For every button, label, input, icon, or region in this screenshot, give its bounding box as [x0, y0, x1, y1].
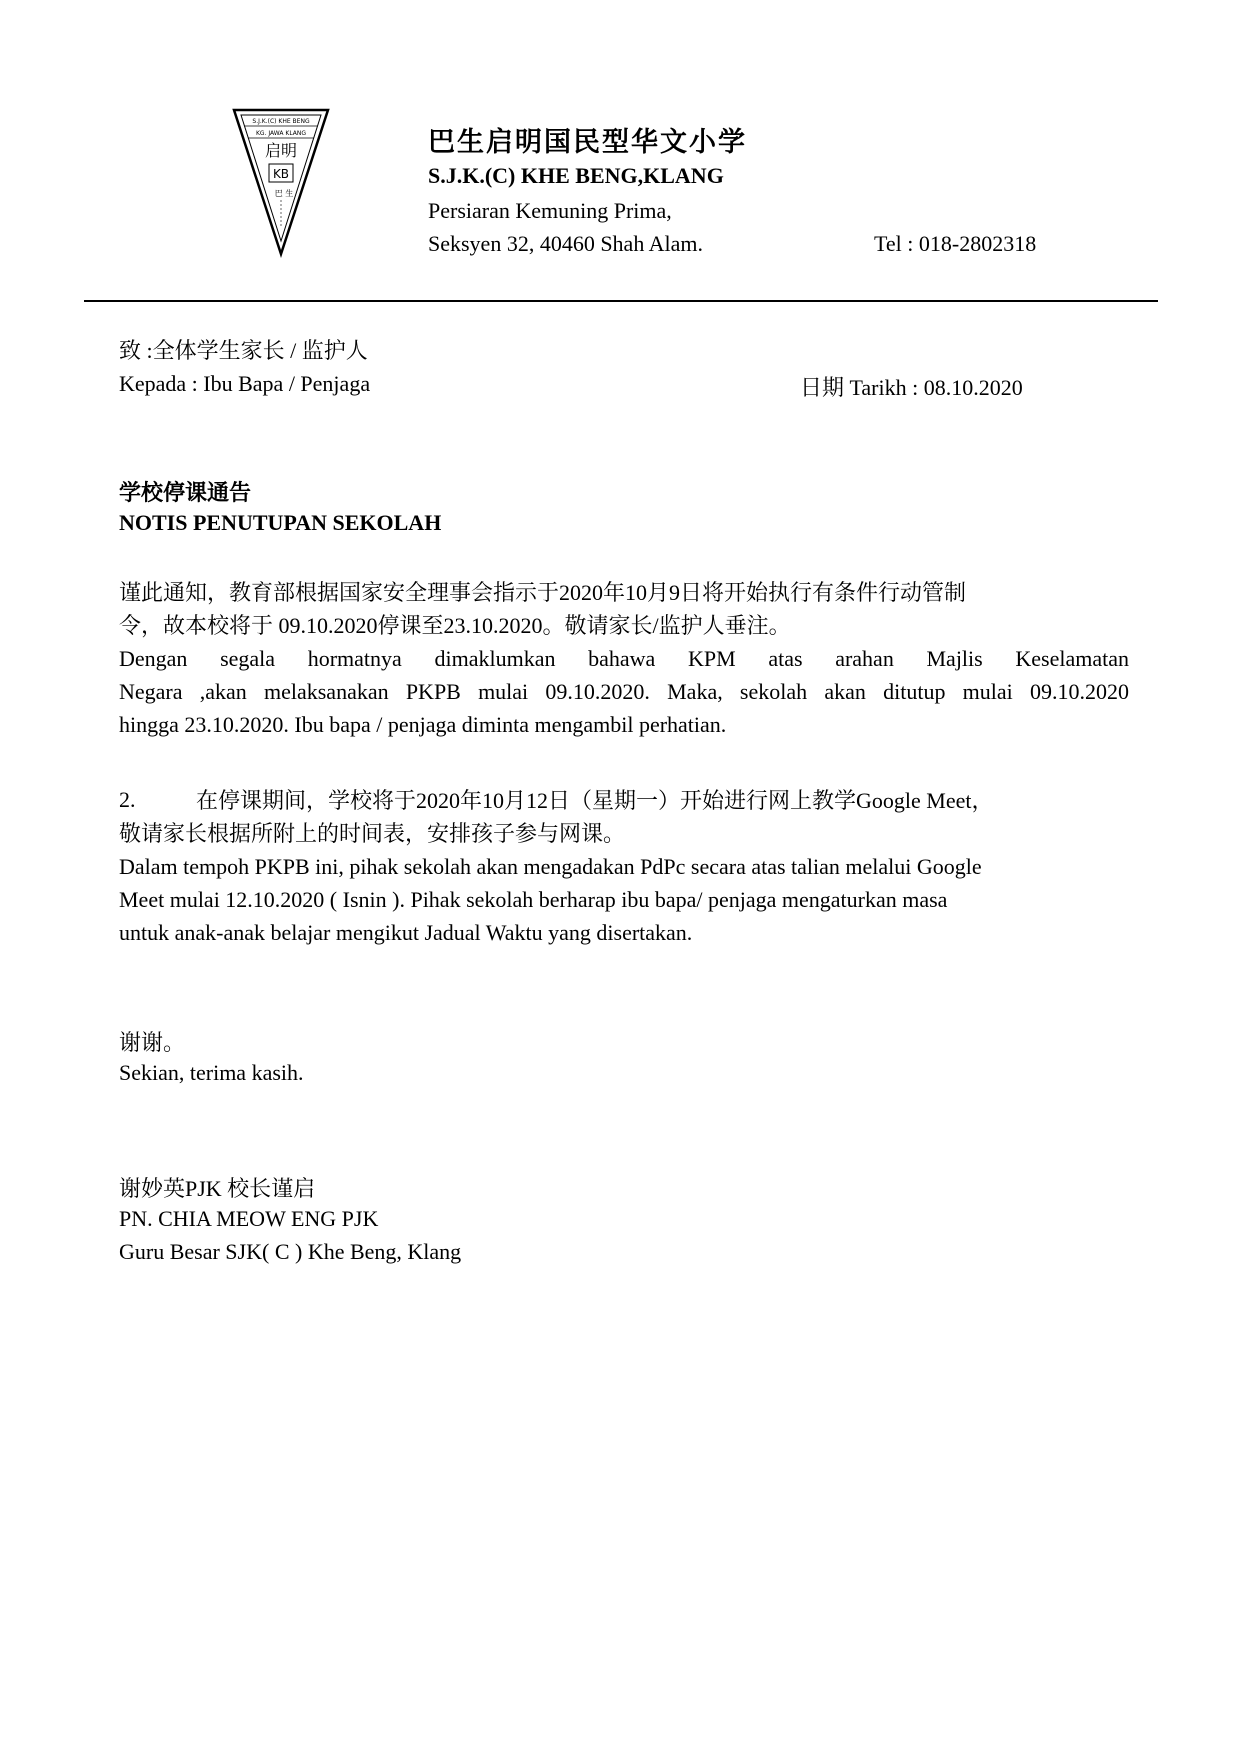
logo-chars: 启明 [264, 141, 298, 160]
address-line-2: Seksyen 32, 40460 Shah Alam. [428, 231, 703, 256]
p1-my-line2: Negara ,akan melaksanakan PKPB mulai 09.10.2020. Maka, sekolah akan ditutup mulai 09.10.2020 [119, 679, 1129, 704]
title-cn: 学校停课通告 [119, 480, 252, 505]
logo-text-top: S.J.K.(C) KHE BENG [252, 118, 310, 125]
paragraph-2 [119, 784, 1129, 949]
signature-name: PN. CHIA MEOW ENG PJK [119, 1206, 379, 1231]
telephone: Tel : 018-2802318 [874, 231, 1037, 256]
paragraph-1 [119, 576, 1129, 741]
logo-side: 巴 生 [274, 189, 294, 198]
recipient-my: Kepada : Ibu Bapa / Penjaga [119, 371, 371, 396]
school-name-cn: 巴生启明国民型华文小学 [428, 127, 747, 157]
header-divider [84, 300, 1158, 302]
letter-date: 日期 Tarikh : 08.10.2020 [800, 375, 1023, 400]
closing-my: Sekian, terima kasih. [119, 1060, 304, 1085]
p2-cn-line1: 在停课期间，学校将于2020年10月12日（星期一）开始进行网上教学Google Meet， [196, 788, 994, 813]
school-name-en: S.J.K.(C) KHE BENG,KLANG [428, 163, 724, 188]
address-line-1: Persiaran Kemuning Prima, [428, 198, 672, 223]
recipient-cn: 致 :全体学生家长 / 监护人 [119, 338, 368, 363]
logo-text-mid: KG. JAWA KLANG [255, 130, 307, 137]
p2-my-line1: Dalam tempoh PKPB ini, pihak sekolah akan mengadakan PdPc secara atas talian melalui Google [119, 854, 982, 879]
signature-title: Guru Besar SJK( C ) Khe Beng, Klang [119, 1239, 462, 1264]
p1-my-line1: Dengan segala hormatnya dimaklumkan bahawa KPM atas arahan Majlis Keselamatan [119, 646, 1129, 671]
p2-number: 2. [119, 787, 136, 812]
logo-monogram: KB [272, 167, 290, 181]
p2-my-line2: Meet mulai 12.10.2020 ( Isnin ). Pihak sekolah berharap ibu bapa/ penjaga mengaturkan masa [119, 887, 948, 912]
title-my: NOTIS PENUTUPAN SEKOLAH [119, 510, 442, 535]
p2-my-line3: untuk anak-anak belajar mengikut Jadual Waktu yang disertakan. [119, 920, 693, 945]
signature-cn: 谢妙英PJK 校长谨启 [119, 1176, 316, 1201]
school-crest-logo [232, 108, 330, 258]
p2-cn-line2: 敬请家长根据所附上的时间表，安排孩子参与网课。 [119, 821, 626, 846]
p1-cn-line2: 令，故本校将于 09.10.2020停课至23.10.2020。敬请家长/监护人垂注。 [119, 613, 791, 638]
p1-cn-line1: 谨此通知，教育部根据国家安全理事会指示于2020年10月9日将开始执行有条件行动管制 [119, 580, 967, 605]
closing-cn: 谢谢。 [119, 1030, 186, 1055]
p1-my-line3: hingga 23.10.2020. Ibu bapa / penjaga diminta mengambil perhatian. [119, 712, 727, 737]
